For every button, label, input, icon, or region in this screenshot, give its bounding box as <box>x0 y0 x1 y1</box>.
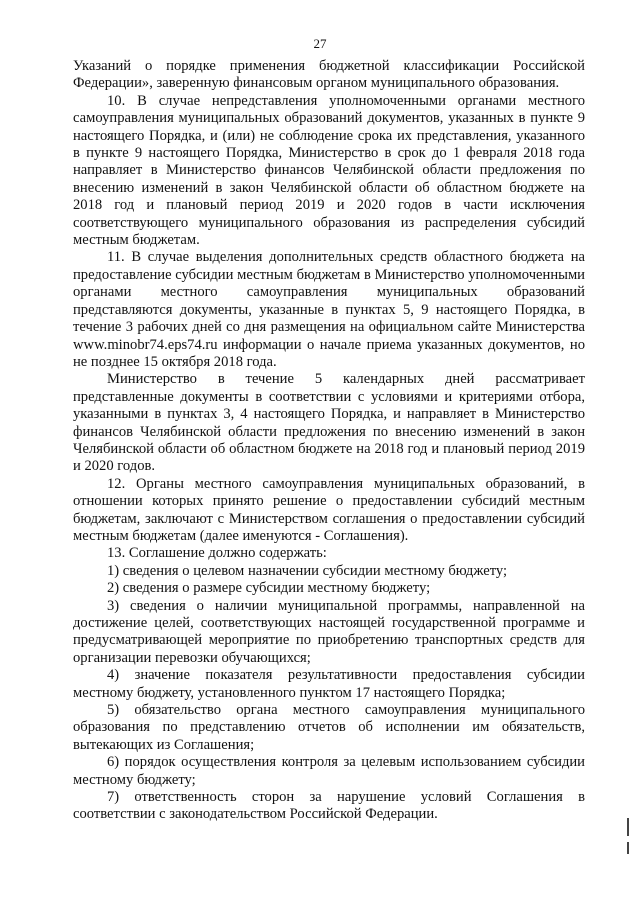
list-item-1: 1) сведения о целевом назначении субсидии местному бюджету; <box>107 562 508 579</box>
paragraph-10: 10. В случае непредставления уполномоченными органами местного самоуправления муниципальных образований документов, указанных в пункте 9 настоящего Порядка, и (или) не соблюдение срока их представления, указанного в пункте 9 настоящего Порядка, Министерство в срок до 1 февраля 2018 года направляет в Министерство финансов Челябинской области предложения по внесению изменений в закон Челябинской области об областном бюджете на 2018 год и плановый период 2019 и 2020 годов в части исключения соответствующего муниципального образования из распределения субсидий местным бюджетам. <box>73 92 585 249</box>
scan-margin-mark <box>627 842 629 854</box>
paragraph-11-ministry: Министерство в течение 5 календарных дней рассматривает представленные документы в соответствии с условиями и критериями отбора, указанными в пунктах 3, 4 настоящего Порядка, и направляет в Министерство финансов Челябинской области предложения по внесению изменений в закон Челябинской области об областном бюджете на 2018 год и плановый период 2019 и 2020 годов. <box>73 371 585 475</box>
list-item-5: 5) обязательство органа местного самоуправления муниципального образования по представлению отчетов об исполнении им обязательств, вытекающих из Соглашения; <box>73 702 585 753</box>
list-item-2: 2) сведения о размере субсидии местному бюджету; <box>107 580 431 597</box>
paragraph-13: 13. Соглашение должно содержать: <box>107 545 327 562</box>
scan-margin-mark <box>627 818 629 836</box>
paragraph-12: 12. Органы местного самоуправления муниципальных образований, в отношении которых принято решение о предоставлении субсидий местным бюджетам, заключают с Министерством соглашения о предоставлении субсидий местным бюджетам (далее именуются - Соглашения). <box>73 475 585 544</box>
page-number: 27 <box>313 36 327 51</box>
list-item-3: 3) сведения о наличии муниципальной программы, направленной на достижение целей, соответствующих настоящей государственной программе и предусматривающей мероприятие по приобретению транспортных средств для организации перевозки обучающихся; <box>73 597 585 666</box>
paragraph-11: 11. В случае выделения дополнительных средств областного бюджета на предоставление субсидии местным бюджетам в Министерство уполномоченными органами местного самоуправления муниципальных образований представляются документы, указанные в пунктах 5, 9 настоящего Порядка, в течение 3 рабочих дней со дня размещения на официальном сайте Министерства www.minobr74.eps74.ru информации о начале приема указанных документов, но не позднее 15 октября 2018 года. <box>73 249 585 370</box>
list-item-6: 6) порядок осуществления контроля за целевым использованием субсидии местному бюджету; <box>73 754 585 788</box>
list-item-4: 4) значение показателя результативности предоставления субсидии местному бюджету, установленного пунктом 17 настоящего Порядка; <box>73 667 585 701</box>
list-item-7: 7) ответственность сторон за нарушение условий Соглашения в соответствии с законодательством Российской Федерации. <box>73 789 585 823</box>
document-body <box>73 58 585 824</box>
paragraph-continuation: Указаний о порядке применения бюджетной классификации Российской Федерации», заверенную финансовым органом муниципального образования. <box>73 58 585 92</box>
